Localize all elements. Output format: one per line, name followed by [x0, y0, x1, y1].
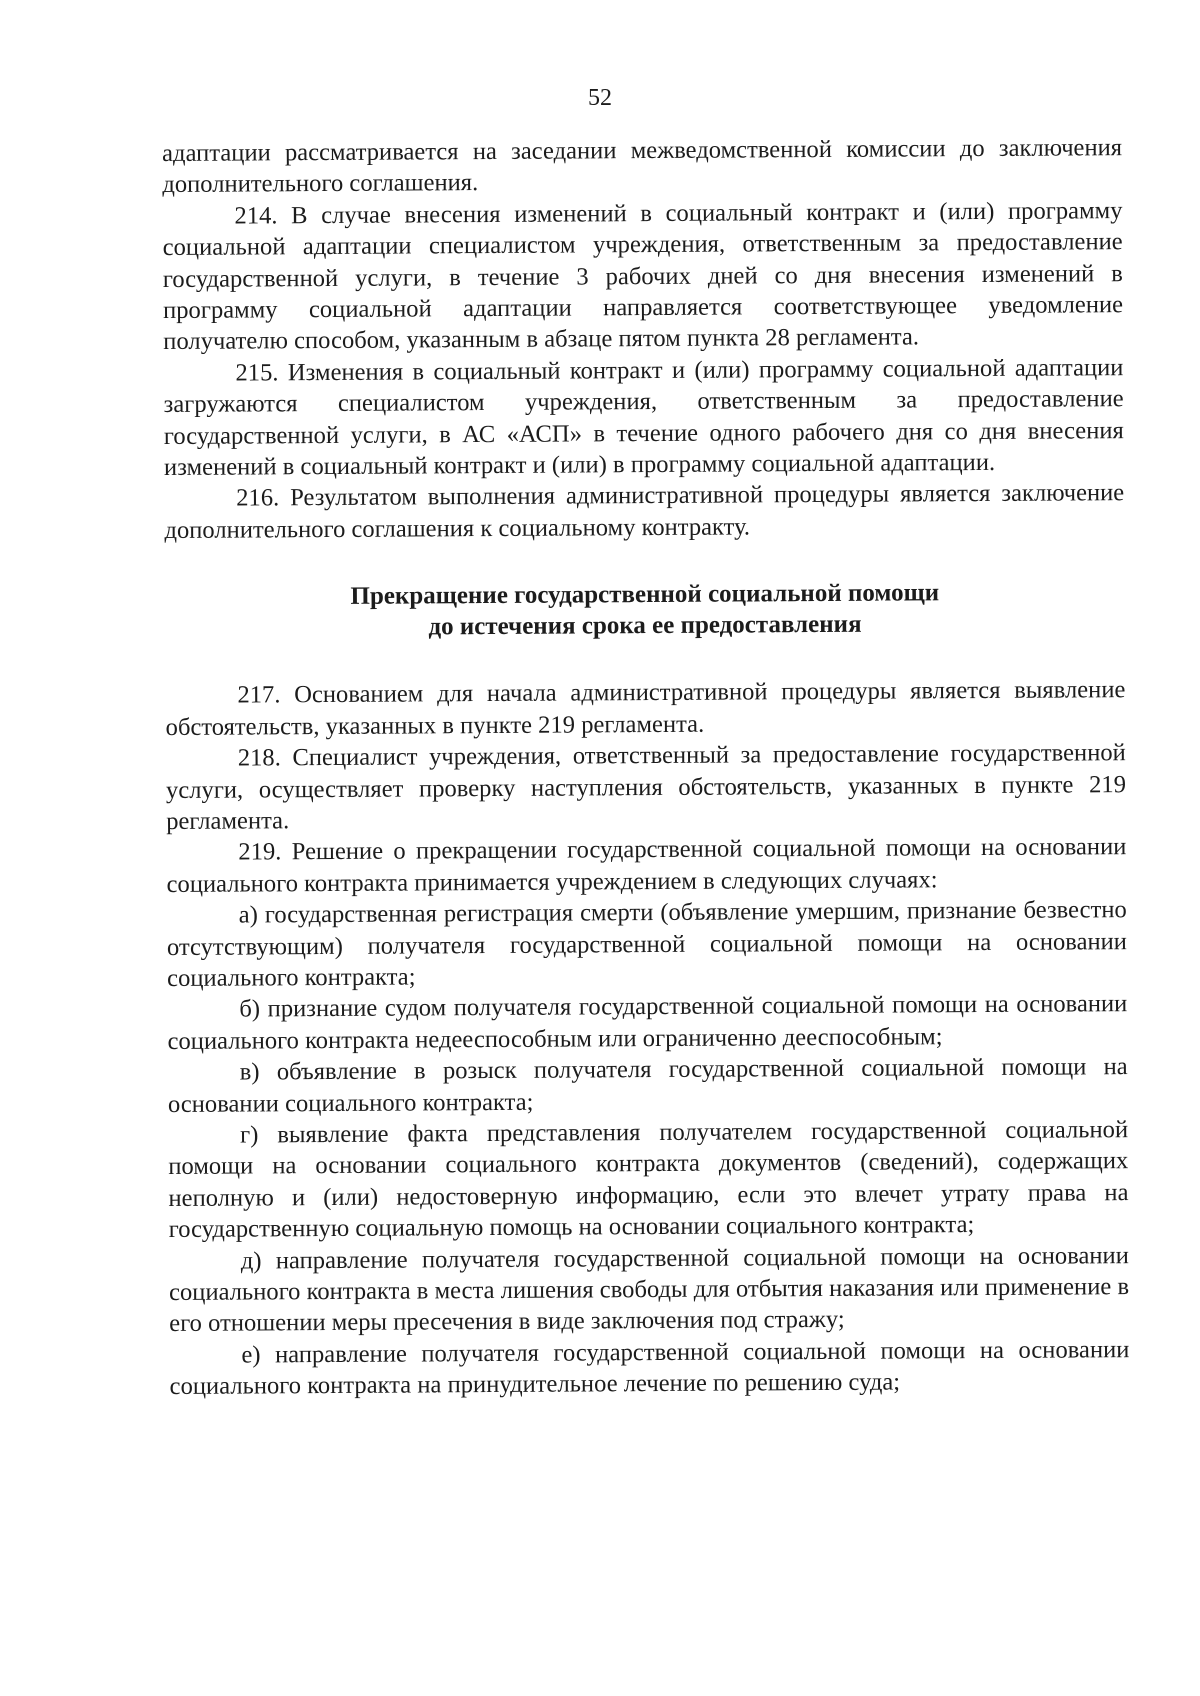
paragraph-217: 217. Основанием для начала административной процедуры является выявление обстоятельств, указанных в пункте 219 регламента. — [165, 676, 1126, 741]
list-item-g: г) выявление факта представления получателем государственной социальной помощи на основании социального контракта документов (сведений), содержащих неполную и (или) недостоверную информацию, если это влечет утрату права на государственную социальную помощь на основании социального контракта; — [168, 1116, 1129, 1244]
section-heading — [165, 576, 1125, 644]
paragraph-215: 215. Изменения в социальный контракт и (или) программу социальной адаптации загружаются специалистом учреждения, ответственным за предоставление государственной услуги, в АС «АСП» в течение одного рабочего дня со дня внесения изменений в социальный контракт и (или) в программу социальной адаптации. — [163, 353, 1124, 482]
section-heading-line-1: Прекращение государственной социальной помощи — [350, 579, 940, 611]
list-item-e: е) направление получателя государственной социальной помощи на основании социального контракта на принудительное лечение по решению суда; — [169, 1335, 1130, 1401]
list-item-b: б) признание судом получателя государственной социальной помощи на основании социального контракта недееспособным или ограниченно дееспособным; — [167, 990, 1128, 1055]
paragraph-219: 219. Решение о прекращении государственной социальной помощи на основании социального контракта принимается учреждением в следующих случаях: — [166, 833, 1127, 898]
list-item-d: д) направление получателя государственной социальной помощи на основании социального контракта в места лишения свободы для отбытия наказания или применение в его отношении меры пресечения в виде заключения под стражу; — [168, 1241, 1130, 1338]
list-item-a: а) государственная регистрация смерти (объявление умершим, признание безвестно отсутствующим) получателя государственной социальной помощи на основании социального контракта; — [166, 896, 1128, 992]
paragraph-218: 218. Специалист учреждения, ответственный за предоставление государственной услуги, осуществляет проверку наступления обстоятельств, указанных в пункте 219 регламента. — [165, 739, 1127, 835]
paragraph-214: 214. В случае внесения изменений в социальный контракт и (или) программу социальной адаптации специалистом учреждения, ответственным за предоставление государственной услуги, в течение 3 рабочих дней со дня внесения изменений в программу социальной адаптации направляется соответствующее уведомление получателю способом, указанным в абзаце пятом пункта 28 регламента. — [162, 196, 1124, 356]
section-heading-line-2: до истечения срока ее предоставления — [428, 611, 862, 641]
paragraph-216: 216. Результатом выполнения административной процедуры является заключение дополнительного соглашения к социальному контракту. — [164, 479, 1125, 544]
page-number: 52 — [588, 85, 612, 111]
paragraph-continuation: адаптации рассматривается на заседании межведомственной комиссии до заключения дополнительного соглашения. — [162, 134, 1123, 199]
list-item-v: в) объявление в розыск получателя государственной социальной помощи на основании социального контракта; — [167, 1053, 1128, 1118]
document-body — [162, 132, 1130, 1402]
